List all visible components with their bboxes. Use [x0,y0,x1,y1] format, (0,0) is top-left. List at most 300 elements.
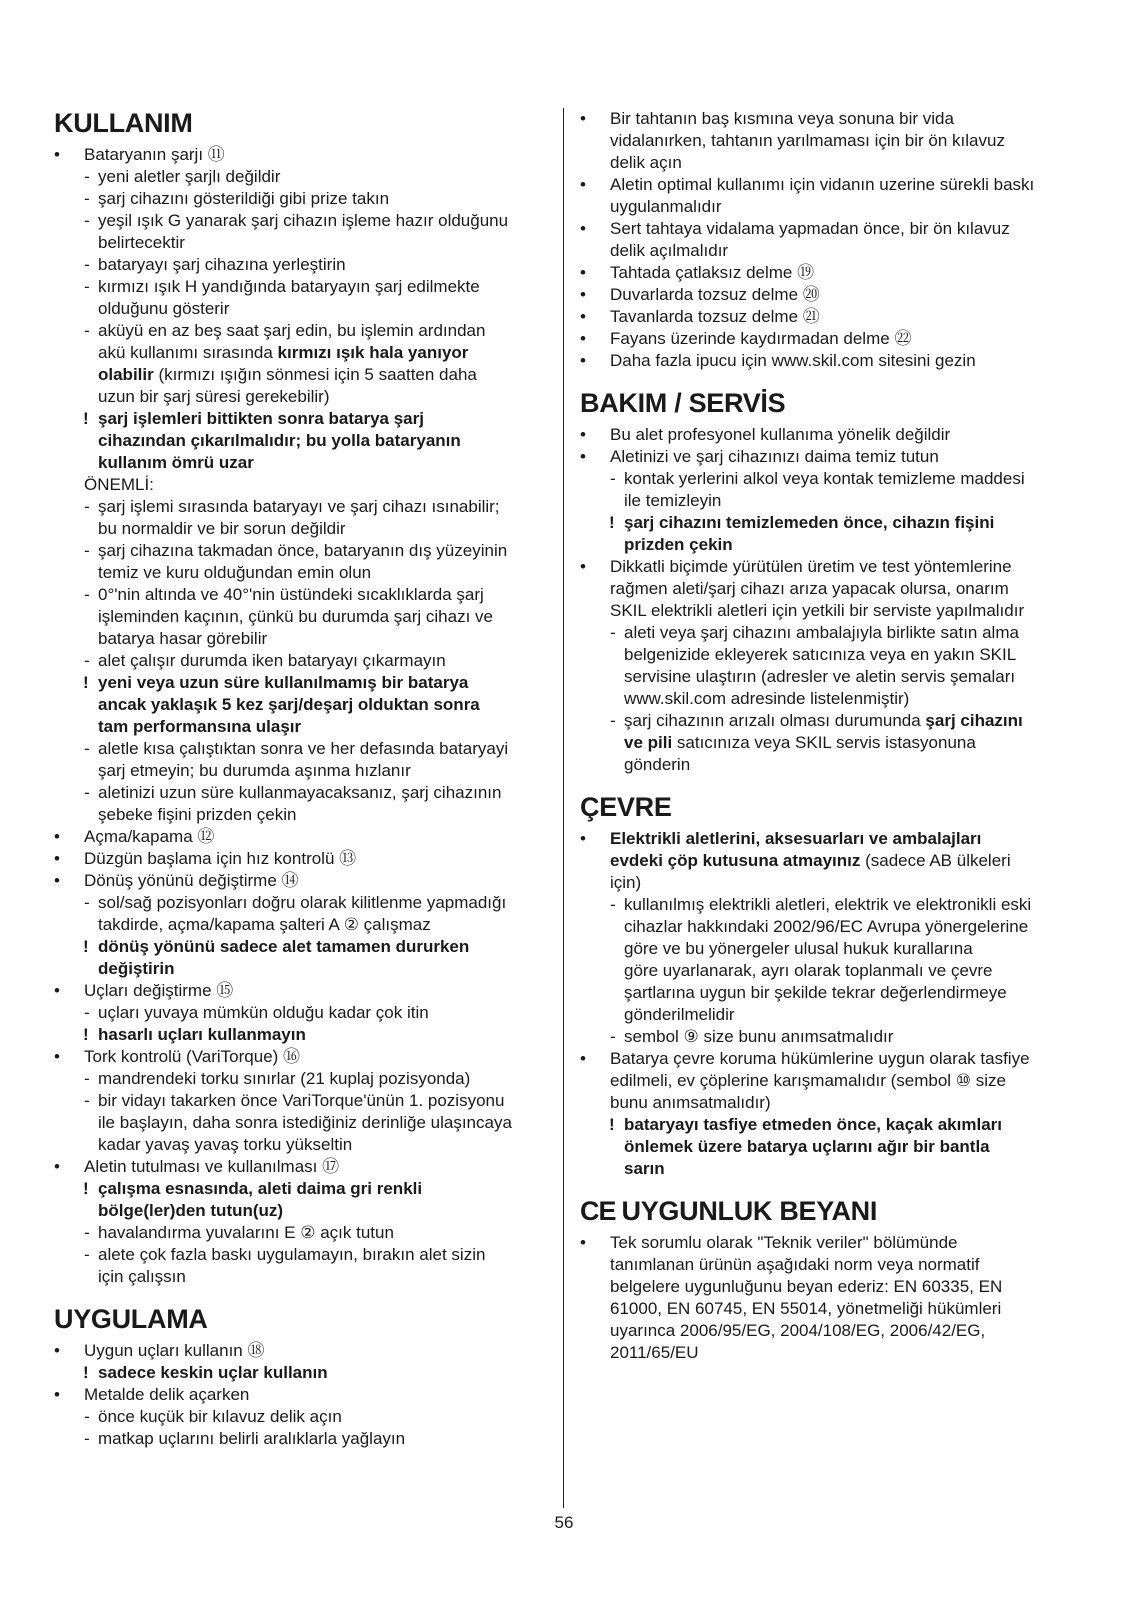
bullet-item [580,262,1080,284]
dash-continuation [580,688,1080,710]
section [580,386,1080,776]
list-marker: • [580,263,586,282]
text: olduğunu gösterir [98,299,230,318]
list-marker: • [580,1049,586,1068]
dash-item [54,210,544,232]
bullet-continuation [580,1254,1080,1276]
bullet-item [54,1156,544,1178]
bold-text: önlemek üzere batarya uçlarını ağır bir bantla [624,1137,990,1156]
text: Sert tahtaya vidalama yapmadan önce, bir ön kılavuz [610,219,1010,238]
warning-item [580,1114,1080,1136]
list-marker: • [54,1341,60,1360]
list-marker: ! [83,1179,89,1198]
text: size [971,1071,1007,1090]
list-marker: ! [83,673,89,692]
dash-item [54,276,544,298]
dash-continuation [54,716,544,738]
bold-text: şarj cihazını [925,711,1023,730]
text: Tek sorumlu olarak "Teknik veriler" bölümünde [610,1233,958,1252]
text: aküyü en az beş saat şarj edin, bu işlemin ardından [98,321,486,340]
dash-continuation [54,430,544,452]
dash-item [54,188,544,210]
text: işleminden kaçının, çünkü bu durumda şarj cihazı ve [98,607,493,626]
dash-item [54,738,544,760]
dash-item [54,892,544,914]
column-divider [563,108,564,1508]
text: takdirde, açma/kapama şalteri A [98,915,344,934]
dash-item [54,320,544,342]
figure-reference-number: ⑬ [339,849,357,868]
text: akü kullanımı sırasında [98,343,278,362]
text: kontak yerlerini alkol veya kontak temizleme maddesi [624,469,1025,488]
list-marker: • [54,849,60,868]
section [580,790,1080,1180]
bold-text: ve pili [624,733,673,752]
bullet-continuation [580,1320,1080,1342]
bullet-continuation [580,152,1080,174]
text: şartlarına uygun bir şekilde tekrar değerlendirmeye [624,983,1007,1002]
text: size bunu anımsatmalıdır [698,1027,894,1046]
dash-continuation [54,1266,544,1288]
dash-continuation [580,1004,1080,1026]
text: göre ve bu yönergeler ulusal hukuk kurallarına [624,939,973,958]
dash-continuation [54,386,544,408]
figure-reference-number: ② [343,915,359,934]
figure-reference-number: ⑭ [281,871,299,890]
list-marker: ! [609,513,615,532]
bold-text: değiştirin [98,959,175,978]
bullet-item [54,826,544,848]
dash-continuation [54,364,544,386]
figure-reference-number: ⑩ [955,1071,972,1090]
text: www.skil.com adresinde listelenmiştir) [624,689,910,708]
dash-continuation [54,958,544,980]
warning-item [580,512,1080,534]
text: bir vidayı takarken önce VariTorque'ünün 1. pozisyonu [98,1091,505,1110]
bullet-item [54,1046,544,1068]
dash-item [54,1090,544,1112]
list-marker: - [84,783,90,802]
text: kullanılmış elektrikli aletleri, elektrik ve elektronikli eski [624,895,1032,914]
section-heading-text: ÇEVRE [580,792,672,822]
text: Batarya çevre koruma hükümlerine uygun olarak tasfiye [610,1049,1030,1068]
dash-item [54,1002,544,1024]
dash-item [54,1222,544,1244]
text: kırmızı ışık H yandığında bataryayın şarj edilmekte [98,277,480,296]
bullet-item [54,980,544,1002]
list-marker: - [84,1069,90,1088]
text: gönderilmelidir [624,1005,735,1024]
text: Bu alet profesyonel kullanıma yönelik değildir [610,425,951,444]
text: cihazlar hakkındaki 2002/96/EC Avrupa yönergelerine [624,917,1029,936]
warning-item [54,408,544,430]
bullet-continuation [580,1092,1080,1114]
figure-reference-number: ⑰ [322,1157,340,1176]
section-heading [580,386,1080,420]
list-marker: - [610,623,616,642]
text: Aletinizi ve şarj cihazınızı daima temiz tutun [610,447,939,466]
list-marker: - [84,651,90,670]
text: yeni aletler şarjlı değildir [98,167,281,186]
dash-continuation [54,1112,544,1134]
text: sembol [624,1027,684,1046]
list-marker: - [84,1091,90,1110]
list-marker: - [84,739,90,758]
bold-text: tam performansına ulaşır [98,717,302,736]
list-marker: - [84,497,90,516]
section-heading-text: UYGUNLUK BEYANI [621,1196,878,1226]
figure-reference-number: ② [300,1223,316,1242]
warning-item [54,1362,544,1384]
bold-text: dönüş yönünü sadece alet tamamen dururken [98,937,470,956]
text: için çalışsın [98,1267,186,1286]
bold-text: sadece keskin uçlar kullanın [98,1363,328,1382]
text: aleti veya şarj cihazını ambalajıyla birlikte satın alma [624,623,1019,642]
text: yeşil ışık G yanarak şarj cihazın işleme hazır olduğunu [98,211,509,230]
list-marker: ! [83,1025,89,1044]
bullet-item [580,108,1080,130]
right-column [580,108,1080,1364]
bullet-item [580,284,1080,306]
text: şarj cihazına takmadan önce, bataryanın dış yüzeyinin [98,541,508,560]
dash-item [580,622,1080,644]
text: Açma/kapama [84,827,198,846]
bold-text: şarj cihazını temizlemeden önce, cihazın fişini [624,513,995,532]
text: Dikkatli biçimde yürütülen üretim ve test yöntemlerine [610,557,1012,576]
list-marker: - [84,321,90,340]
text: Aletin tutulması ve kullanılması [84,1157,323,1176]
section-heading [580,790,1080,824]
text: sol/sağ pozisyonları doğru olarak kilitlenme yapmadığı [98,893,507,912]
text: bu normaldir ve bir sorun değildir [98,519,346,538]
list-marker: • [54,1047,60,1066]
list-marker: • [54,145,60,164]
dash-item [54,540,544,562]
bullet-item [580,446,1080,468]
text: temiz ve kuru olduğundan emin olun [98,563,372,582]
figure-reference-number: ⑯ [283,1047,301,1066]
bold-text: şarj işlemleri bittikten sonra batarya şarj [98,409,424,428]
bullet-continuation [54,474,544,496]
figure-reference-number: ⑲ [797,263,815,282]
list-marker: • [580,1233,586,1252]
figure-reference-number: ⑱ [247,1341,265,1360]
dash-continuation [580,1158,1080,1180]
figure-reference-number: ⑮ [216,981,234,1000]
dash-continuation [580,644,1080,666]
dash-continuation [580,534,1080,556]
warning-item [54,672,544,694]
bullet-item [54,870,544,892]
dash-continuation [580,1136,1080,1158]
list-marker: • [54,827,60,846]
text: mandrendeki torku sınırlar (21 kuplaj pozisyonda) [98,1069,471,1088]
list-marker: - [84,893,90,912]
list-marker: - [84,255,90,274]
text: şarj cihazını gösterildiği gibi prize takın [98,189,390,208]
dash-continuation [580,938,1080,960]
text: Duvarlarda tozsuz delme [610,285,803,304]
dash-continuation [580,960,1080,982]
list-marker: ! [83,409,89,428]
dash-continuation [580,666,1080,688]
list-marker: - [84,1245,90,1264]
text: uyarınca 2006/95/EG, 2004/108/EG, 2006/42/EG, [610,1321,986,1340]
list-marker: • [580,285,586,304]
text: (sadece AB ülkeleri [860,851,1011,870]
bold-text: hasarlı uçları kullanmayın [98,1025,306,1044]
text: Uygun uçları kullanın [84,1341,248,1360]
section [54,1302,544,1450]
bold-text: bölge(ler)den tutun(uz) [98,1201,284,1220]
bullet-continuation [580,1298,1080,1320]
bold-text: olabilir [98,365,154,384]
section-heading-text: KULLANIM [54,108,193,138]
bold-text: ancak yaklaşık 5 kez şarj/deşarj olduktan sonra [98,695,480,714]
dash-continuation [580,916,1080,938]
dash-item [54,166,544,188]
bullet-item [580,350,1080,372]
dash-continuation [54,914,544,936]
list-marker: - [610,711,616,730]
list-marker: • [54,1385,60,1404]
bold-text: Elektrikli aletlerini, aksesuarları ve ambalajları [610,829,982,848]
text: tanımlanan ürünün aşağıdaki norm veya normatif [610,1255,980,1274]
bold-text: yeni veya uzun süre kullanılmamış bir batarya [98,673,469,692]
dash-continuation [54,562,544,584]
list-marker: ! [83,937,89,956]
text: ÖNEMLİ: [84,475,154,494]
section [54,106,544,1288]
dash-continuation [54,298,544,320]
text: ile temizleyin [624,491,722,510]
list-marker: • [580,219,586,238]
list-marker: - [610,1027,616,1046]
text: aletinizi uzun süre kullanmayacaksanız, şarj cihazının [98,783,502,802]
section-heading [54,1302,544,1336]
text: uçları yuvaya mümkün olduğu kadar çok itin [98,1003,429,1022]
bullet-item [580,306,1080,328]
text: belgelere uygunluğunu beyan ederiz: EN 60335, EN [610,1277,1003,1296]
dash-continuation [54,1200,544,1222]
text: Tahtada çatlaksız delme [610,263,798,282]
text: Aletin optimal kullanımı için vidanın uzerine sürekli baskı [610,175,1035,194]
list-marker: - [84,189,90,208]
text: Dönüş yönünü değiştirme [84,871,282,890]
list-marker: - [84,277,90,296]
dash-item [54,496,544,518]
list-marker: - [84,541,90,560]
text: belgenizide ekleyerek satıcınıza veya en yakın SKIL [624,645,1017,664]
dash-item [580,468,1080,490]
bullet-continuation [580,872,1080,894]
text: Bataryanın şarjı [84,145,208,164]
bullet-continuation [580,850,1080,872]
bullet-item [54,1340,544,1362]
list-marker: • [54,1157,60,1176]
section [580,108,1080,372]
dash-continuation [580,754,1080,776]
text: şebeke fişini prizden çekin [98,805,297,824]
list-marker: • [54,981,60,1000]
bold-text: evdeki çöp kutusuna atmayınız [610,851,861,870]
text: rağmen aleti/şarj cihazı arıza yapacak olursa, onarım [610,579,1009,598]
bold-text: kullanım ömrü uzar [98,453,254,472]
bold-text: kırmızı ışık hala yanıyor [277,343,469,362]
text: Düzgün başlama için hız kontrolü [84,849,340,868]
dash-continuation [54,628,544,650]
text: belirtecektir [98,233,185,252]
bullet-continuation [580,196,1080,218]
figure-reference-number: ⑫ [197,827,215,846]
text: 2011/65/EU [610,1343,699,1362]
dash-item [54,1068,544,1090]
dash-continuation [54,342,544,364]
text: bataryayı şarj cihazına yerleştirin [98,255,346,274]
bullet-continuation [580,1276,1080,1298]
page-number: 56 [554,1513,574,1532]
dash-continuation [54,1134,544,1156]
text: edilmeli, ev çöplerine karışmamalıdır (sembol [610,1071,956,1090]
text: (kırmızı ışığın sönmesi için 5 saatten daha [153,365,477,384]
dash-item [54,254,544,276]
bullet-continuation [580,1070,1080,1092]
text: uygulanmalıdır [610,197,722,216]
bullet-item [54,848,544,870]
dash-item [580,710,1080,732]
dash-continuation [54,232,544,254]
figure-reference-number: ⑪ [207,145,225,164]
dash-continuation [54,452,544,474]
text: Tork kontrolü (VariTorque) [84,1047,284,1066]
figure-reference-number: ⑳ [802,285,820,304]
bullet-item [54,1384,544,1406]
text: uzun bir şarj süresi gerekebilir) [98,387,330,406]
text: delik açılmalıdır [610,241,729,260]
bold-text: cihazından çıkarılmalıdır; bu yolla bataryanın [98,431,461,450]
bullet-item [54,144,544,166]
text: şarj işlemi sırasında bataryayı ve şarj cihazı ısınabilir; [98,497,500,516]
text: matkap uçlarını belirli aralıklarla yağlayın [98,1429,406,1448]
list-marker: - [610,895,616,914]
figure-reference-number: ㉒ [894,329,912,348]
warning-item [54,936,544,958]
bold-text: çalışma esnasında, aleti daima gri renkli [98,1179,423,1198]
text: kadar yavaş yavaş torku yükseltin [98,1135,353,1154]
bullet-continuation [580,240,1080,262]
list-marker: • [580,175,586,194]
dash-item [580,1026,1080,1048]
bullet-item [580,1048,1080,1070]
warning-item [54,1178,544,1200]
dash-item [54,1406,544,1428]
dash-continuation [580,982,1080,1004]
warning-item [54,1024,544,1046]
list-marker: - [84,1223,90,1242]
text: vidalanırken, tahtanın yarılmaması için bir ön kılavuz [610,131,1005,150]
text: açık tutun [315,1223,394,1242]
text: Fayans üzerinde kaydırmadan delme [610,329,895,348]
list-marker: • [580,447,586,466]
bold-text: sarın [624,1159,665,1178]
bullet-continuation [580,600,1080,622]
list-marker: - [84,1003,90,1022]
text: önce kuçük bir kılavuz delik açın [98,1407,342,1426]
list-marker: - [610,469,616,488]
bold-text: bataryayı tasfiye etmeden önce, kaçak akımları [624,1115,1002,1134]
list-marker: - [84,1407,90,1426]
text: alet çalışır durumda iken bataryayı çıkarmayın [98,651,446,670]
dash-item [54,1428,544,1450]
text: çalışmaz [358,915,431,934]
bullet-item [580,328,1080,350]
section-heading-text: UYGULAMA [54,1304,208,1334]
text: delik açın [610,153,682,172]
text: Uçları değiştirme [84,981,217,1000]
list-marker: • [54,871,60,890]
list-marker: ! [83,1363,89,1382]
section-heading [580,1194,1080,1228]
bullet-item [580,556,1080,578]
dash-continuation [54,606,544,628]
text: servisine ulaştırın (adresler ve aletin servis şemaları [624,667,1016,686]
text: satıcınıza veya SKIL servis istasyonuna [672,733,976,752]
list-marker: • [580,307,586,326]
section [580,1194,1080,1364]
text: Metalde delik açarken [84,1385,250,1404]
dash-item [54,1244,544,1266]
figure-reference-number: ⑨ [683,1027,699,1046]
text: ile başlayın, daha sonra istediğiniz derinliğe ulaşıncaya [98,1113,512,1132]
text: 61000, EN 60745, EN 55014, yönetmeliği hükümleri [610,1299,1002,1318]
bullet-continuation [580,130,1080,152]
list-marker: • [580,351,586,370]
list-marker: • [580,829,586,848]
list-marker: ! [609,1115,615,1134]
section-heading-text: BAKIM / SERVİS [580,388,786,418]
list-marker: • [580,109,586,128]
bullet-item [580,828,1080,850]
bullet-continuation [580,1342,1080,1364]
dash-item [54,782,544,804]
figure-reference-number: ㉑ [802,307,820,326]
bold-text: prizden çekin [624,535,733,554]
text: şarj cihazının arızalı olması durumunda [624,711,926,730]
dash-continuation [580,732,1080,754]
dash-item [54,584,544,606]
dash-item [580,894,1080,916]
dash-continuation [580,490,1080,512]
text: Bir tahtanın baş kısmına veya sonuna bir vida [610,109,954,128]
dash-continuation [54,694,544,716]
left-column [54,106,544,1450]
text: 0°'nin altında ve 40°'nin üstündeki sıcaklıklarda şarj [98,585,484,604]
dash-continuation [54,760,544,782]
list-marker: - [84,585,90,604]
text: batarya hasar görebilir [98,629,268,648]
list-marker: • [580,425,586,444]
list-marker: • [580,557,586,576]
text: gönderin [624,755,691,774]
text: şarj etmeyin; bu durumda aşınma hızlanır [98,761,411,780]
text: SKIL elektrikli aletleri için yetkili bir serviste yapılmalıdır [610,601,1025,620]
bullet-item [580,174,1080,196]
text: havalandırma yuvalarını E [98,1223,301,1242]
dash-continuation [54,804,544,826]
bullet-item [580,424,1080,446]
text: göre uyarlanarak, ayrı olarak toplanmalı ve çevre [624,961,993,980]
list-marker: - [84,211,90,230]
